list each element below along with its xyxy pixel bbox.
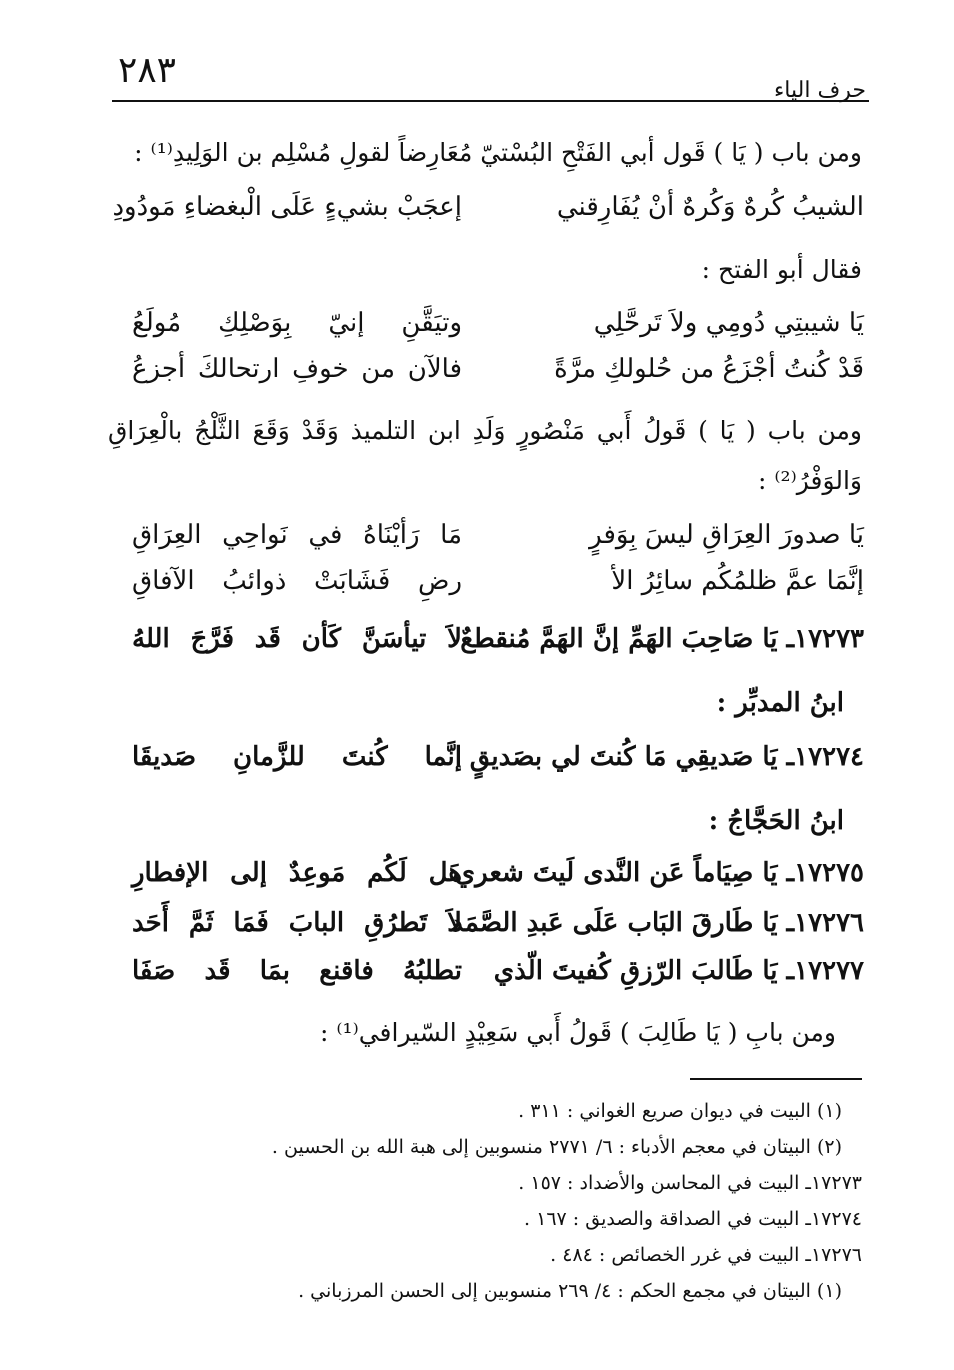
verse-second-hemistich: رضِ فَشَابَتْ ذوائبُ الآفاقِ bbox=[132, 566, 462, 596]
footnote: ١٧٢٧٤ـ البيت في الصداقة والصديق : ١٦٧ . bbox=[524, 1208, 862, 1230]
poet-heading: ابنُ الحَجَّاجُ : bbox=[708, 806, 844, 836]
verse-first-hemistich: إنَّمَا عمَّ ظلمُكُم سائِرُ الأ bbox=[611, 566, 864, 596]
footnote: (١) البيتان في مجمع الحكم : ٤/ ٢٦٩ منسوبين إلى الحسن المرزباني . bbox=[298, 1280, 842, 1302]
numbered-verse bbox=[112, 908, 864, 950]
header-rule bbox=[112, 100, 869, 102]
verse-first-hemistich: قَدْ كُنتُ أجْزَعُ من حُلولكِ مرَّةً bbox=[554, 354, 864, 384]
page-number: ٢٨٣ bbox=[118, 50, 177, 91]
numbered-verse bbox=[112, 624, 864, 666]
verse-first-hemistich: يَا شيبتِي دُومِي ولاَ تَرحَّلِي bbox=[593, 308, 864, 338]
running-head: حرف الياء bbox=[773, 78, 866, 103]
verse-second-hemistich: فالآن من خوفِ ارتحالكَ أجزعُ bbox=[132, 354, 462, 384]
verse-second-hemistich: وتيَقَّنِ إنيّ بِوَصْلِكِ مُولَعُ bbox=[132, 308, 462, 338]
intro-line: فقال أبو الفتح : bbox=[701, 255, 862, 284]
verse bbox=[112, 520, 864, 562]
verse bbox=[112, 566, 864, 608]
verse bbox=[112, 192, 864, 234]
verse-first-hemistich: ١٧٢٧٧ـ يَا طَالبَ الرّزقِ كُفيتَ الّذي bbox=[493, 956, 864, 986]
verse-first-hemistich: ١٧٢٧٤ـ يَا صَديقِي مَا كُنتَ لي بصَديقٍ bbox=[469, 742, 864, 772]
numbered-verse bbox=[112, 742, 864, 784]
intro-line: ومن بابِ ( يَا طَالِبَ ) قَولُ أَبي سَعِيْدٍ السّيرافي⁽¹⁾ : bbox=[320, 1018, 836, 1047]
intro-line: وَالوَفْرُ⁽²⁾ : bbox=[758, 466, 862, 495]
verse-second-hemistich: تطلبُهُ فاقنع بمَا قَد صَفَا bbox=[132, 956, 462, 986]
verse-second-hemistich: مَا رَأيْنَاهُ في نَواحِي العِرَاقِ bbox=[132, 520, 462, 550]
numbered-verse bbox=[112, 956, 864, 998]
intro-line: ومن باب ( يَا ) قَولُ أَبي مَنْصُورٍ وَلَدِ ابن التلميذ وَقَدْ وَقَعَ الثَّلْجُ بالْعِرَاقِ bbox=[108, 416, 862, 445]
poet-heading: ابنُ المدبِّر : bbox=[716, 688, 844, 718]
verse bbox=[112, 308, 864, 350]
verse bbox=[112, 354, 864, 396]
verse-first-hemistich: يَا صدورَ العِرَاقِ ليسَ بِوَفرٍ bbox=[589, 520, 864, 550]
numbered-verse bbox=[112, 858, 864, 900]
verse-first-hemistich: ١٧٢٧٥ـ يَا صِيَاماً عَن النَّدى لَيتَ شعري bbox=[454, 858, 864, 888]
verse-second-hemistich: هَل لَكُم مَوعِدٌ إلى الإفطارِ bbox=[132, 858, 462, 888]
footnote-rule bbox=[690, 1078, 862, 1080]
verse-first-hemistich: ١٧٢٧٦ـ يَا طَارقَ البَاب عَلَى عَبدِ الصَّمَد bbox=[451, 908, 864, 938]
verse-second-hemistich: إنَّما كُنتَ للزَّمانِ صَديقَا bbox=[132, 742, 462, 772]
footnote: (٢) البيتان في معجم الأدباء : ٦/ ٢٧٧١ منسوبين إلى هبة الله بن الحسين . bbox=[271, 1136, 842, 1158]
footnote: ١٧٢٧٦ـ البيت في غرر الخصائص : ٤٨٤ . bbox=[550, 1244, 862, 1266]
verse-second-hemistich: لاَ تيأسَنَّ كَأن قَد فَرَّجَ اللهُ bbox=[132, 624, 462, 654]
verse-first-hemistich: ١٧٢٧٣ـ يَا صَاحِبَ الهَمِّ إنَّ الهَمَّ مُنقطعٌ bbox=[460, 624, 864, 654]
verse-second-hemistich: لاَ تَطرُقِ البابَ فَمَا ثَمَّ أَحَد bbox=[132, 908, 462, 938]
footnote: (١) البيت في ديوان صريع الغواني : ٣١١ . bbox=[518, 1100, 842, 1122]
intro-line: ومن باب ( يَا ) قَول أبي الفَتْحِ البُسْتيّ مُعَارِضاً لقولِ مُسْلِم بن الوَلِيدِ⁽¹⁾ : bbox=[134, 138, 862, 167]
verse-second-hemistich: إعجَبْ بشيءٍ عَلَى الْبغضاءِ مَودُودِ bbox=[112, 192, 462, 222]
verse-first-hemistich: الشيبُ كُرهٌ وَكُرهٌ أنْ يُفَارِقني bbox=[556, 192, 864, 222]
footnote: ١٧٢٧٣ـ البيت في المحاسن والأضداد : ١٥٧ . bbox=[518, 1172, 862, 1194]
